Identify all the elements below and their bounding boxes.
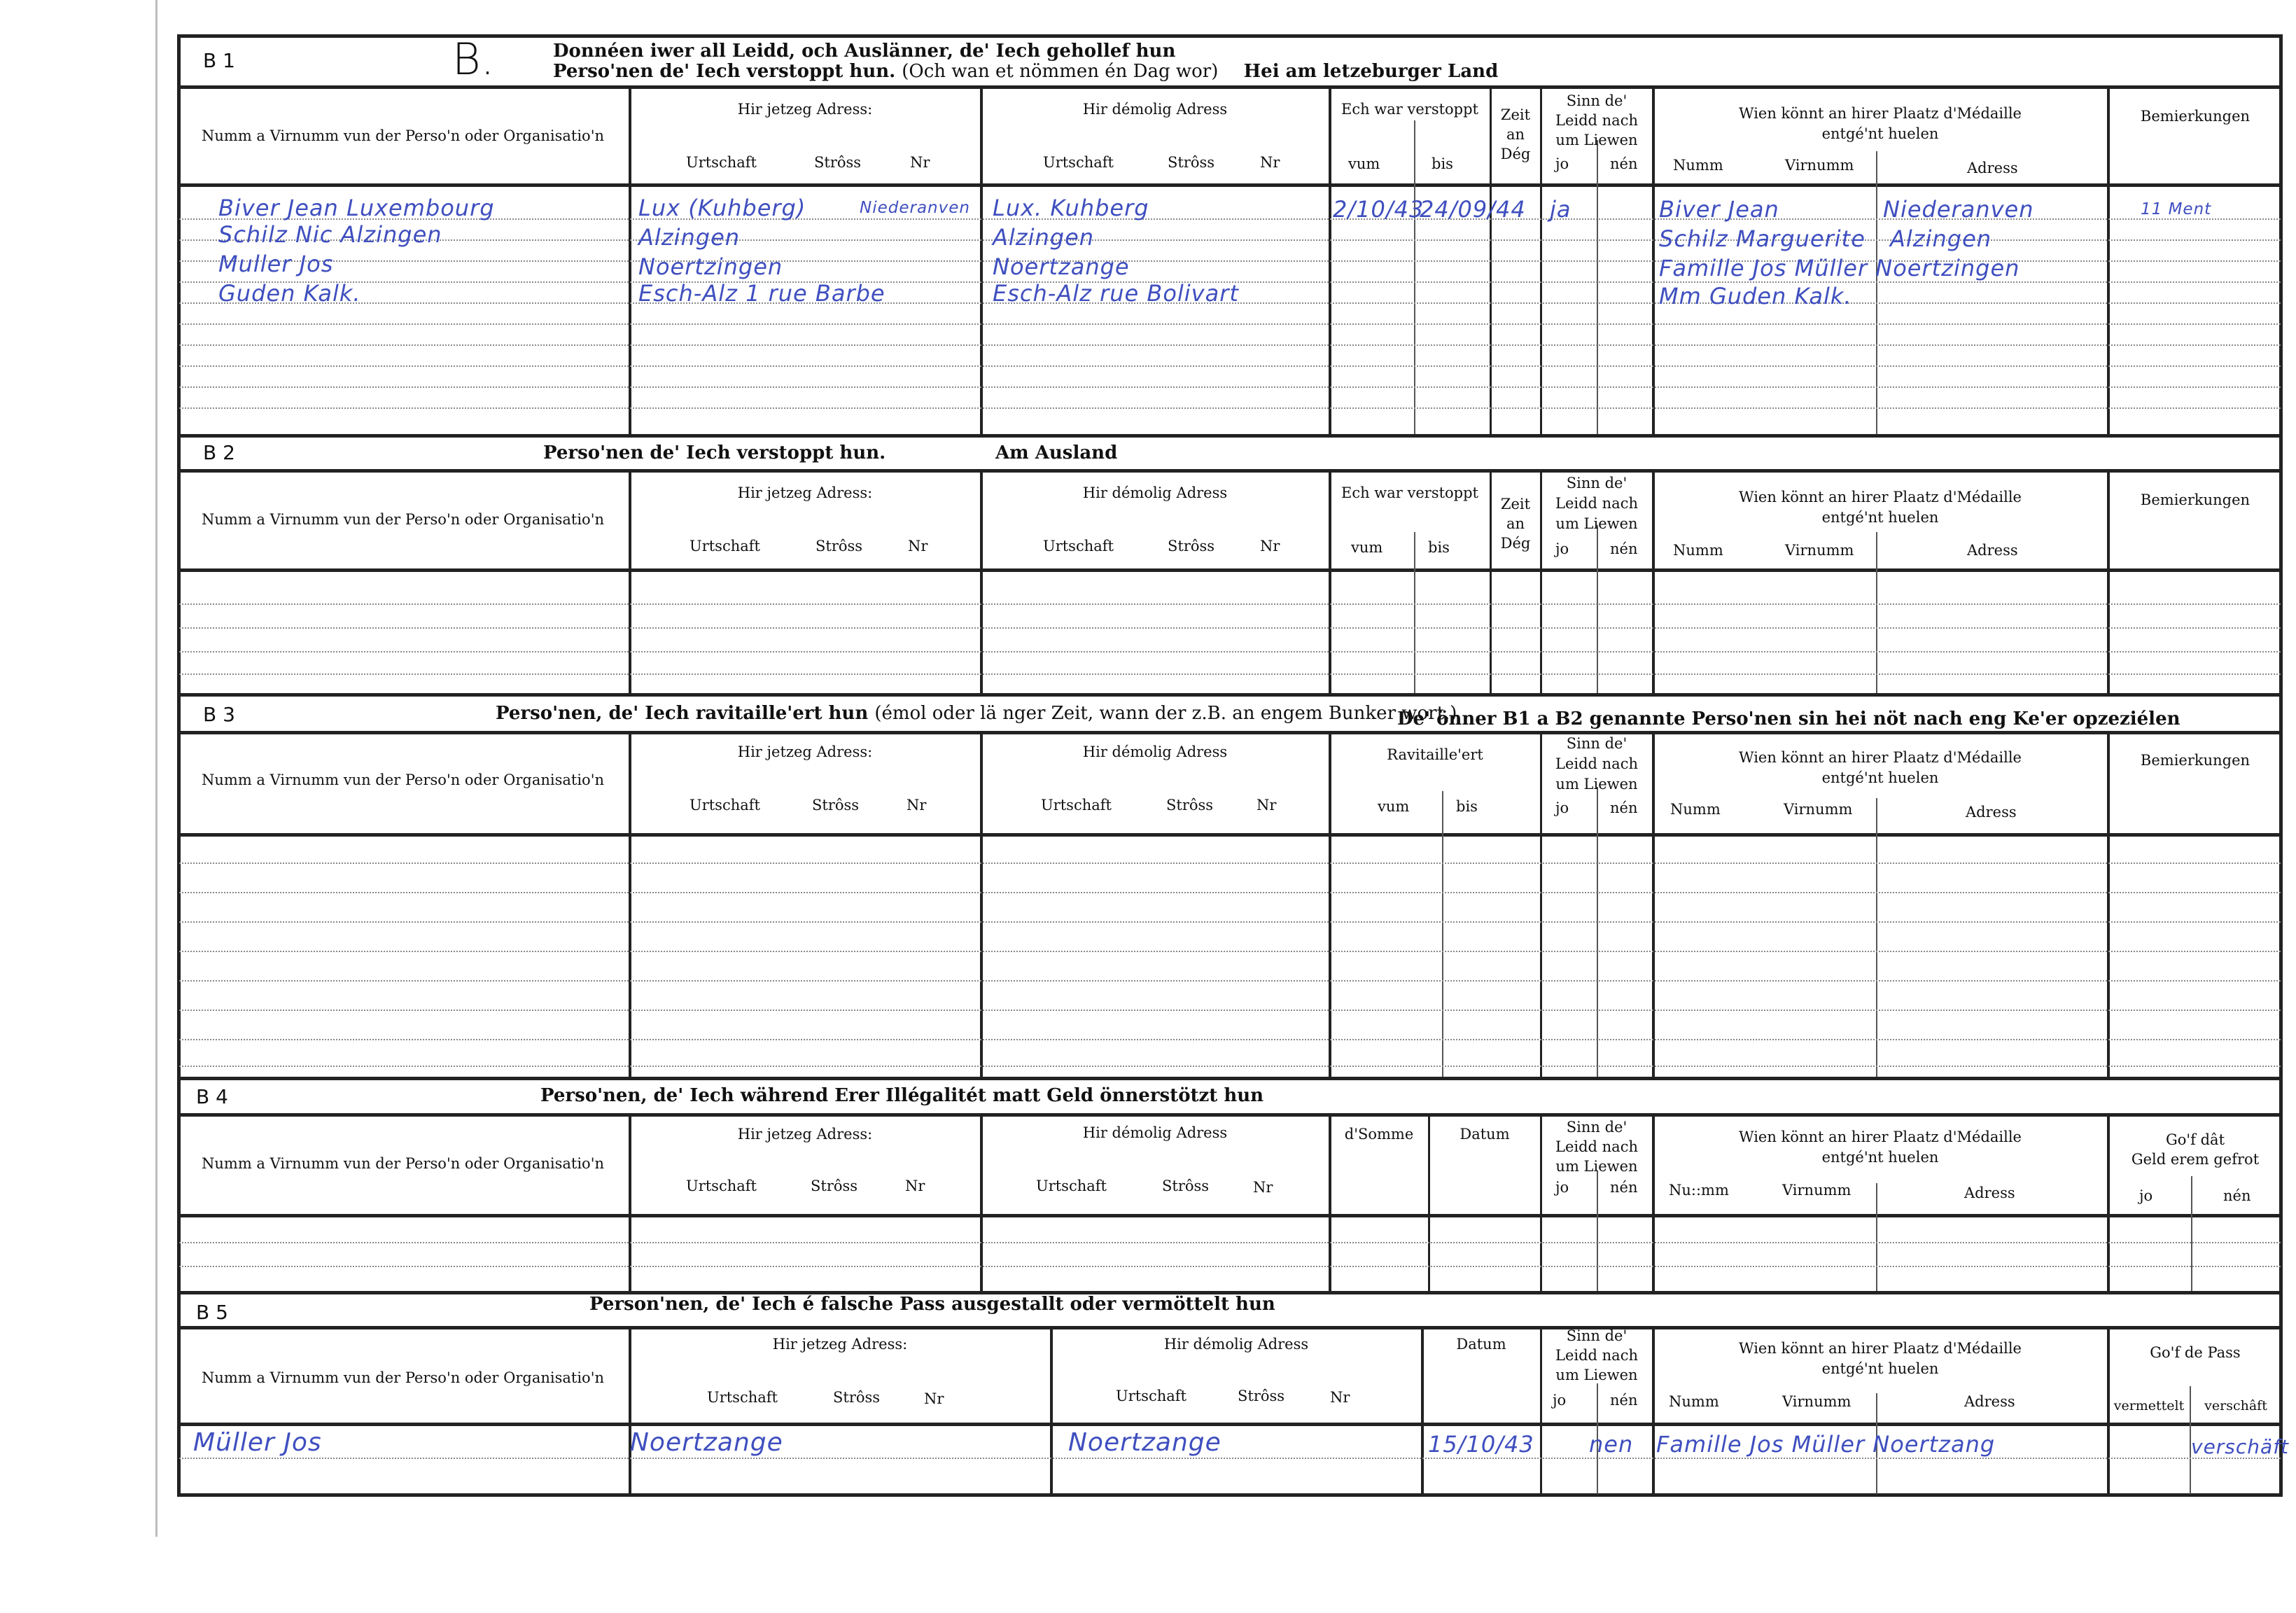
medal-l1: Wien könnt an hirer Plaatz d'Médaille — [1739, 105, 2022, 122]
col-line — [1442, 791, 1443, 1077]
col-header-yes: jo — [1555, 155, 1569, 172]
col-header-street: Strôss — [816, 538, 863, 554]
sense-l3: um Liewen — [1555, 776, 1638, 792]
col-header-former-address: Hir démolig Adress — [1163, 1336, 1309, 1353]
hw-name: Guden Kalk. — [218, 280, 361, 307]
rule — [177, 1113, 2283, 1117]
time-l1: Zeit — [1500, 496, 1531, 512]
section-code: B 5 — [196, 1301, 228, 1324]
hw-sense: ja — [1550, 196, 1572, 223]
col-header-surname: Numm — [1673, 157, 1723, 174]
medal-l2: entgé'nt huelen — [1821, 1360, 1939, 1377]
time-l3: Dég — [1500, 535, 1531, 552]
hw-name: Biver Jean Luxembourg — [218, 195, 495, 221]
hw-date: 15/10/43 — [1428, 1431, 1534, 1458]
col-header-medal — [1653, 104, 2107, 144]
row-rule — [179, 1266, 2281, 1267]
col-line — [1876, 798, 1877, 1077]
medal-l1: Wien könnt an hirer Plaatz d'Médaille — [1739, 1340, 2022, 1357]
row-rule — [179, 892, 2281, 893]
col-header-sense — [1541, 473, 1652, 534]
time-l3: Dég — [1500, 146, 1531, 162]
col-header-no: nén — [1610, 155, 1638, 172]
rule — [177, 434, 2283, 438]
row-rule — [179, 365, 2281, 367]
col-line — [1329, 732, 1331, 1077]
row-rule — [179, 323, 2281, 325]
hw-former-locality: Noertzange — [1068, 1428, 1222, 1457]
col-header-address: Adress — [1967, 160, 2018, 176]
col-header-no: nén — [1610, 540, 1638, 557]
col-header-to: bis — [1428, 539, 1450, 556]
sense-l1: Sinn de' — [1566, 1327, 1628, 1344]
rule — [177, 1326, 2283, 1329]
col-header-supplied: Ravitaille'ert — [1387, 746, 1483, 763]
col-header-money — [2108, 1130, 2282, 1169]
col-header-sense — [1541, 1326, 1652, 1385]
hw-former-locality: Noertzange — [993, 253, 1130, 280]
time-l2: an — [1506, 126, 1525, 143]
col-header-remarks: Bemierkungen — [2140, 752, 2250, 769]
col-header-locality: Urtschaft — [690, 797, 760, 814]
rule — [177, 183, 2283, 187]
col-line — [629, 470, 631, 693]
col-header-no: nén — [1610, 799, 1638, 816]
sense-l1: Sinn de' — [1566, 735, 1628, 752]
col-header-locality: Urtschaft — [1116, 1388, 1186, 1404]
hw-current-locality: Esch-Alz 1 rue Barbe — [638, 280, 886, 307]
section-place: Am Ausland — [995, 442, 1118, 463]
col-header-current-address: Hir jetzeg Adress: — [737, 101, 873, 118]
col-header-no: nén — [2223, 1187, 2251, 1204]
col-header-street: Strôss — [811, 1178, 858, 1194]
col-header-to: bis — [1456, 798, 1478, 815]
hw-former-locality: Esch-Alz rue Bolivart — [993, 280, 1239, 307]
col-header-former-address: Hir démolig Adress — [1082, 484, 1228, 501]
col-header-street: Strôss — [833, 1389, 881, 1406]
row-rule — [179, 651, 2281, 652]
col-header-medal — [1653, 1339, 2107, 1379]
hw-sense: nen — [1589, 1431, 1634, 1458]
hw-name: Schilz Nic Alzingen — [218, 221, 442, 248]
col-header-medal — [1653, 1127, 2107, 1168]
rule — [177, 1077, 2283, 1080]
col-header-street: Strôss — [1166, 797, 1214, 814]
col-header-former-address: Hir démolig Adress — [1082, 1124, 1228, 1141]
col-header-street: Strôss — [1238, 1388, 1285, 1404]
section-title-note: (émol oder lä nger Zeit, wann der z.B. an engem Bunker wort.) — [874, 703, 1457, 724]
col-header-street: Strôss — [814, 154, 862, 171]
col-header-yes: jo — [2139, 1187, 2153, 1204]
col-header-current-address: Hir jetzeg Adress: — [772, 1336, 908, 1353]
section-title: Person'nen, de' Iech é falsche Pass ausgestallt oder vermöttelt hun — [589, 1294, 1275, 1315]
col-header-number: Nr — [906, 797, 927, 814]
col-header-street: Strôss — [1162, 1178, 1210, 1194]
col-header-name: Numm a Virnumm vun der Perso'n oder Organisatio'n — [202, 1369, 604, 1386]
hw-former-locality: Alzingen — [993, 224, 1095, 251]
col-header-number: Nr — [905, 1178, 925, 1194]
hw-medal-name: Famille Jos Müller Noertzingen — [1659, 255, 2020, 281]
rule — [177, 85, 2283, 89]
row-rule — [179, 673, 2281, 675]
section-title — [496, 703, 1457, 724]
col-header-hidden: Ech war verstoppt — [1340, 484, 1478, 501]
col-header-number: Nr — [1256, 797, 1277, 814]
row-rule — [179, 980, 2281, 982]
col-line — [1597, 1171, 1598, 1291]
intro-line-2-place: Hei am letzeburger Land — [1243, 61, 1499, 82]
col-header-current-address: Hir jetzeg Adress: — [737, 743, 873, 760]
section-code: B 3 — [203, 703, 235, 726]
col-line — [1597, 787, 1598, 1077]
col-header-street: Strôss — [1168, 538, 1215, 554]
col-header-remarks: Bemierkungen — [2140, 108, 2250, 125]
col-header-locality: Urtschaft — [707, 1389, 778, 1406]
hw-medal-name: Mm Guden Kalk. — [1659, 283, 1852, 309]
col-header-address: Adress — [1964, 1393, 2015, 1410]
money-l1: Go'f dât — [2165, 1131, 2225, 1148]
col-header-firstname: Virnumm — [1784, 801, 1853, 818]
section-letter: B. — [452, 34, 495, 85]
hw-name: Müller Jos — [193, 1428, 322, 1457]
col-header-medal — [1653, 748, 2107, 788]
hw-hidden-to: 24/09/44 — [1420, 196, 1526, 223]
col-header-from: vum — [1378, 798, 1410, 815]
col-line — [980, 470, 983, 693]
col-header-date: Datum — [1460, 1126, 1510, 1143]
col-header-mediated: vermettelt — [2113, 1398, 2185, 1413]
col-header-firstname: Virnumm — [1785, 542, 1854, 559]
hw-medal-name: Famille Jos Müller Noertzang — [1656, 1431, 1996, 1458]
hw-current-locality: Lux (Kuhberg) — [638, 195, 806, 221]
col-header-former-address: Hir démolig Adress — [1082, 743, 1228, 760]
hw-name: Muller Jos — [218, 251, 334, 277]
row-rule — [179, 1039, 2281, 1040]
col-header-remarks: Bemierkungen — [2140, 491, 2250, 508]
col-header-to: bis — [1432, 155, 1453, 172]
col-header-street: Strôss — [1168, 154, 1215, 171]
col-header-name: Numm a Virnumm vun der Perso'n oder Organisatio'n — [202, 771, 604, 788]
col-header-number: Nr — [924, 1390, 944, 1407]
col-header-surname: Numm — [1673, 542, 1723, 559]
time-l1: Zeit — [1500, 106, 1531, 123]
section-code: B 4 — [196, 1085, 228, 1108]
col-line — [1876, 532, 1877, 693]
col-header-firstname: Virnumm — [1785, 157, 1854, 174]
col-header-surname: Numm — [1669, 1393, 1719, 1410]
col-header-date: Datum — [1456, 1336, 1506, 1353]
row-rule — [179, 344, 2281, 346]
hw-medal-address: Niederanven — [1883, 196, 2034, 223]
col-line — [1329, 470, 1331, 693]
col-header-current-address: Hir jetzeg Adress: — [737, 484, 873, 501]
col-header-number: Nr — [910, 154, 930, 171]
col-header-pass: Go'f de Pass — [2150, 1344, 2241, 1361]
col-header-address: Adress — [1964, 1185, 2015, 1201]
row-rule — [179, 1010, 2281, 1011]
sense-l2: Leidd nach — [1555, 112, 1638, 129]
col-header-medal — [1653, 487, 2107, 528]
col-header-address: Adress — [1966, 804, 2017, 821]
medal-l2: entgé'nt huelen — [1821, 1149, 1939, 1166]
col-header-sense — [1541, 91, 1652, 150]
sense-l1: Sinn de' — [1566, 475, 1628, 491]
sense-l3: um Liewen — [1555, 1158, 1638, 1175]
hw-current-locality: Noertzingen — [638, 253, 783, 280]
page-fold-edge — [155, 0, 158, 1537]
rule — [177, 1423, 2283, 1426]
col-header-locality: Urtschaft — [686, 154, 757, 171]
sense-l1: Sinn de' — [1566, 1119, 1628, 1136]
col-header-firstname: Virnumm — [1782, 1393, 1851, 1410]
section-title-text: Perso'nen, de' Iech ravitaille'ert hun — [496, 703, 869, 724]
col-header-surname: Nu::mm — [1669, 1182, 1729, 1199]
intro-line-1: Donnéen iwer all Leidd, och Auslänner, de' Iech gehollef hun — [553, 41, 1176, 62]
col-header-sum: d'Somme — [1344, 1126, 1414, 1143]
col-header-former-address: Hir démolig Adress — [1082, 101, 1228, 118]
hw-current-extra: Niederanven — [860, 199, 970, 217]
col-header-yes: jo — [1555, 1179, 1569, 1196]
col-header-sense — [1541, 734, 1652, 795]
col-header-name: Numm a Virnumm vun der Perso'n oder Organisatio'n — [202, 511, 604, 528]
col-header-from: vum — [1348, 155, 1380, 172]
col-header-street: Strôss — [812, 797, 860, 814]
sense-l3: um Liewen — [1555, 1367, 1638, 1383]
row-rule — [179, 1242, 2281, 1243]
col-line — [1597, 140, 1598, 434]
medal-l1: Wien könnt an hirer Plaatz d'Médaille — [1739, 1129, 2022, 1145]
col-header-locality: Urtschaft — [686, 1178, 757, 1194]
row-rule — [179, 627, 2281, 629]
hw-remark: 11 Ment — [2141, 200, 2212, 218]
intro-line-2-text: Perso'nen de' Iech verstoppt hun. — [553, 61, 896, 82]
col-header-name: Numm a Virnumm vun der Perso'n oder Organisatio'n — [202, 1155, 604, 1172]
hw-current-locality: Alzingen — [638, 224, 741, 251]
col-line — [980, 732, 983, 1077]
intro-line-2 — [553, 61, 1498, 82]
col-header-from: vum — [1351, 539, 1383, 556]
col-header-wrote: verschâft — [2204, 1398, 2267, 1413]
medal-l2: entgé'nt huelen — [1821, 769, 1939, 786]
col-header-yes: jo — [1553, 1392, 1567, 1409]
sense-l2: Leidd nach — [1555, 495, 1638, 512]
rule — [177, 731, 2283, 734]
col-header-number: Nr — [908, 538, 928, 554]
medal-l2: entgé'nt huelen — [1821, 125, 1939, 142]
col-header-current-address: Hir jetzeg Adress: — [737, 1126, 873, 1143]
hw-medal-name: Schilz Marguerite — [1659, 225, 1865, 252]
section-note: De' önner B1 a B2 genannte Perso'nen sin hei nöt nach eng Ke'er opzeziélen — [1397, 708, 2180, 729]
col-header-address: Adress — [1967, 542, 2018, 559]
medal-l1: Wien könnt an hirer Plaatz d'Médaille — [1739, 749, 2022, 766]
hw-former-locality: Lux. Kuhberg — [993, 195, 1149, 221]
col-line — [2191, 1176, 2192, 1291]
sense-l2: Leidd nach — [1555, 755, 1638, 772]
rule — [177, 1214, 2283, 1217]
col-line — [2107, 732, 2110, 1077]
col-header-locality: Urtschaft — [1036, 1178, 1107, 1194]
intro-line-2-note: (Och wan et nömmen én Dag wor) — [902, 61, 1219, 82]
col-header-locality: Urtschaft — [1041, 797, 1112, 814]
col-line — [1597, 525, 1598, 693]
hw-hidden-from: 2/10/43 — [1333, 196, 1424, 223]
col-header-time — [1491, 494, 1540, 553]
col-header-name: Numm a Virnumm vun der Perso'n oder Organisatio'n — [202, 127, 604, 144]
sense-l3: um Liewen — [1555, 515, 1638, 532]
row-rule — [179, 386, 2281, 388]
sense-l2: Leidd nach — [1555, 1347, 1638, 1364]
sense-l3: um Liewen — [1555, 132, 1638, 148]
sense-l2: Leidd nach — [1555, 1138, 1638, 1155]
row-rule — [179, 407, 2281, 409]
medal-l2: entgé'nt huelen — [1821, 509, 1939, 526]
medal-l1: Wien könnt an hirer Plaatz d'Médaille — [1739, 489, 2022, 505]
row-rule — [179, 1066, 2281, 1067]
rule — [177, 833, 2283, 837]
col-header-no: nén — [1610, 1179, 1638, 1196]
rule — [177, 568, 2283, 572]
hw-pass: verschäft — [2191, 1435, 2290, 1458]
section-code: B 2 — [203, 441, 235, 464]
hw-current-locality: Noertzange — [630, 1428, 783, 1457]
col-line — [629, 732, 631, 1077]
hw-medal-name: Biver Jean — [1659, 196, 1779, 223]
money-l2: Geld erem gefrot — [2131, 1151, 2260, 1168]
section-code: B 1 — [203, 49, 235, 72]
col-header-hidden: Ech war verstoppt — [1340, 101, 1478, 118]
col-header-locality: Urtschaft — [1043, 538, 1114, 554]
col-header-number: Nr — [1260, 538, 1280, 554]
col-header-time — [1491, 105, 1540, 164]
hw-medal-address: Alzingen — [1890, 225, 1992, 252]
col-header-surname: Numm — [1670, 801, 1721, 818]
time-l2: an — [1506, 515, 1525, 532]
col-header-locality: Urtschaft — [690, 538, 760, 554]
section-title: Perso'nen, de' Iech während Erer Illégalitét matt Geld önnerstötzt hun — [540, 1085, 1264, 1106]
col-line — [1414, 532, 1415, 693]
col-header-no: nén — [1610, 1392, 1638, 1409]
col-header-yes: jo — [1555, 799, 1569, 816]
col-header-sense — [1541, 1117, 1652, 1176]
section-title: Perso'nen de' Iech verstoppt hun. — [543, 442, 886, 463]
col-header-number: Nr — [1253, 1179, 1273, 1196]
col-header-number: Nr — [1330, 1389, 1350, 1406]
col-header-yes: jo — [1555, 540, 1569, 557]
row-rule — [179, 951, 2281, 952]
rule — [177, 693, 2283, 697]
sense-l1: Sinn de' — [1566, 92, 1628, 109]
col-line — [1876, 1183, 1877, 1291]
col-header-number: Nr — [1260, 154, 1280, 171]
row-rule — [179, 863, 2281, 864]
col-header-firstname: Virnumm — [1782, 1182, 1851, 1199]
row-rule — [179, 921, 2281, 923]
col-line — [1876, 151, 1877, 434]
row-rule — [179, 603, 2281, 605]
rule — [177, 469, 2283, 473]
row-rule — [179, 1458, 2281, 1459]
col-header-locality: Urtschaft — [1043, 154, 1114, 171]
